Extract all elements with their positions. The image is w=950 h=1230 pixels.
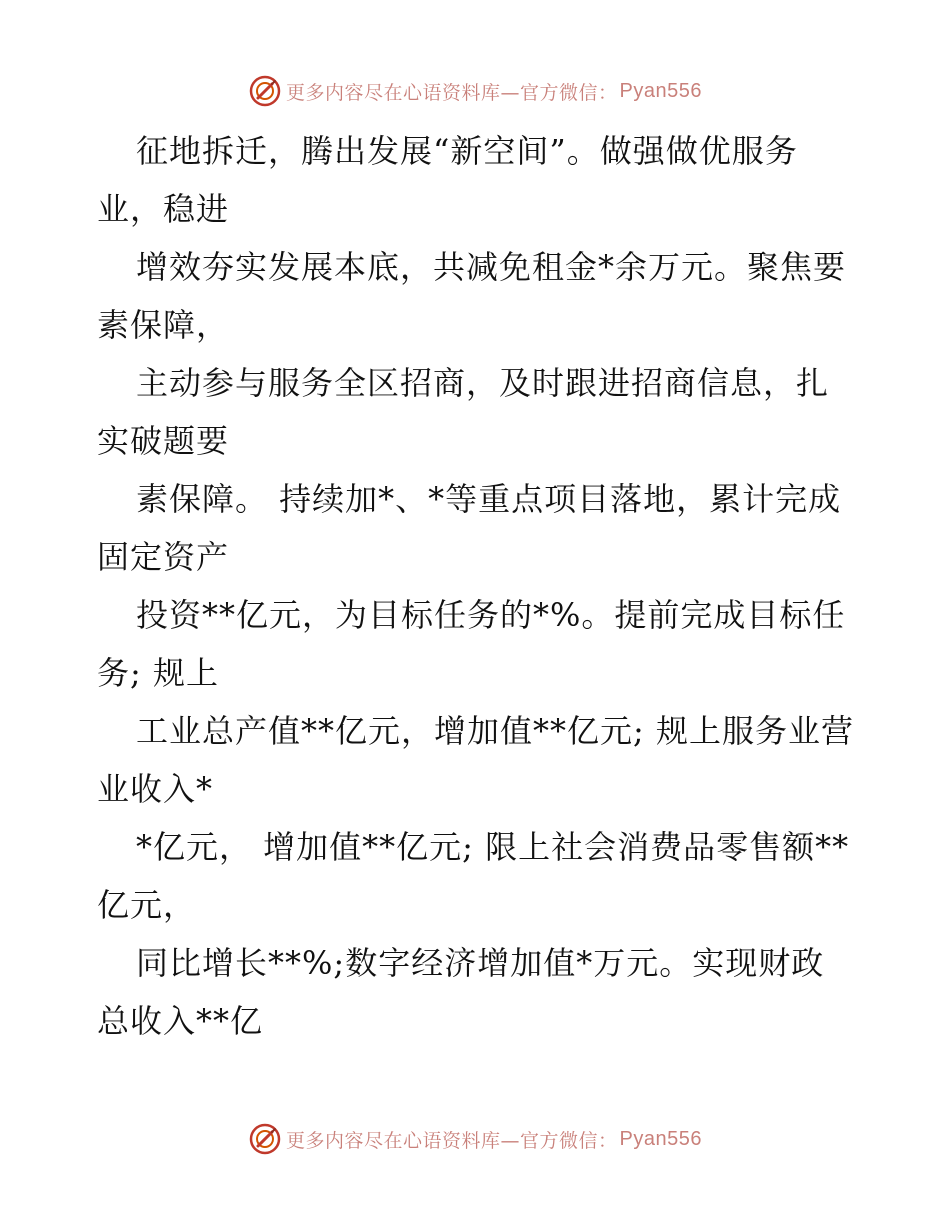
footer-watermark: [0, 1122, 950, 1156]
paragraph: *亿元， 增加值**亿元; 限上社会消费品零售额**亿元，: [97, 828, 850, 924]
paragraph: 增效夯实发展本底，共减免租金*余万元。聚焦要素保障，: [97, 248, 847, 344]
watermark-logo-icon: [248, 1122, 282, 1156]
paragraph: 征地拆迁，腾出发展“新空间”。做强做优服务业，稳进: [97, 132, 798, 228]
paragraph: 主动参与服务全区招商，及时跟进招商信息，扎实破题要: [97, 364, 830, 460]
watermark-text: 更多内容尽在心语资料库—官方微信：: [286, 81, 618, 104]
watermark-wechat-id: Pyan556: [619, 79, 702, 102]
document-body: [97, 122, 857, 1050]
paragraph: 投资**亿元，为目标任务的*%。提前完成目标任务; 规上: [97, 596, 846, 692]
paragraph: 工业总产值**亿元，增加值**亿元; 规上服务业营业收入*: [97, 712, 854, 808]
paragraph: 素保障。 持续加*、*等重点项目落地，累计完成固定资产: [97, 480, 842, 576]
paragraph: 同比增长**%;数字经济增加值*万元。实现财政总收入**亿: [97, 944, 825, 1040]
watermark-logo-icon: [248, 74, 282, 108]
header-watermark: [0, 74, 950, 108]
watermark-wechat-id: Pyan556: [619, 1127, 702, 1150]
watermark-text: 更多内容尽在心语资料库—官方微信：: [286, 1129, 618, 1152]
